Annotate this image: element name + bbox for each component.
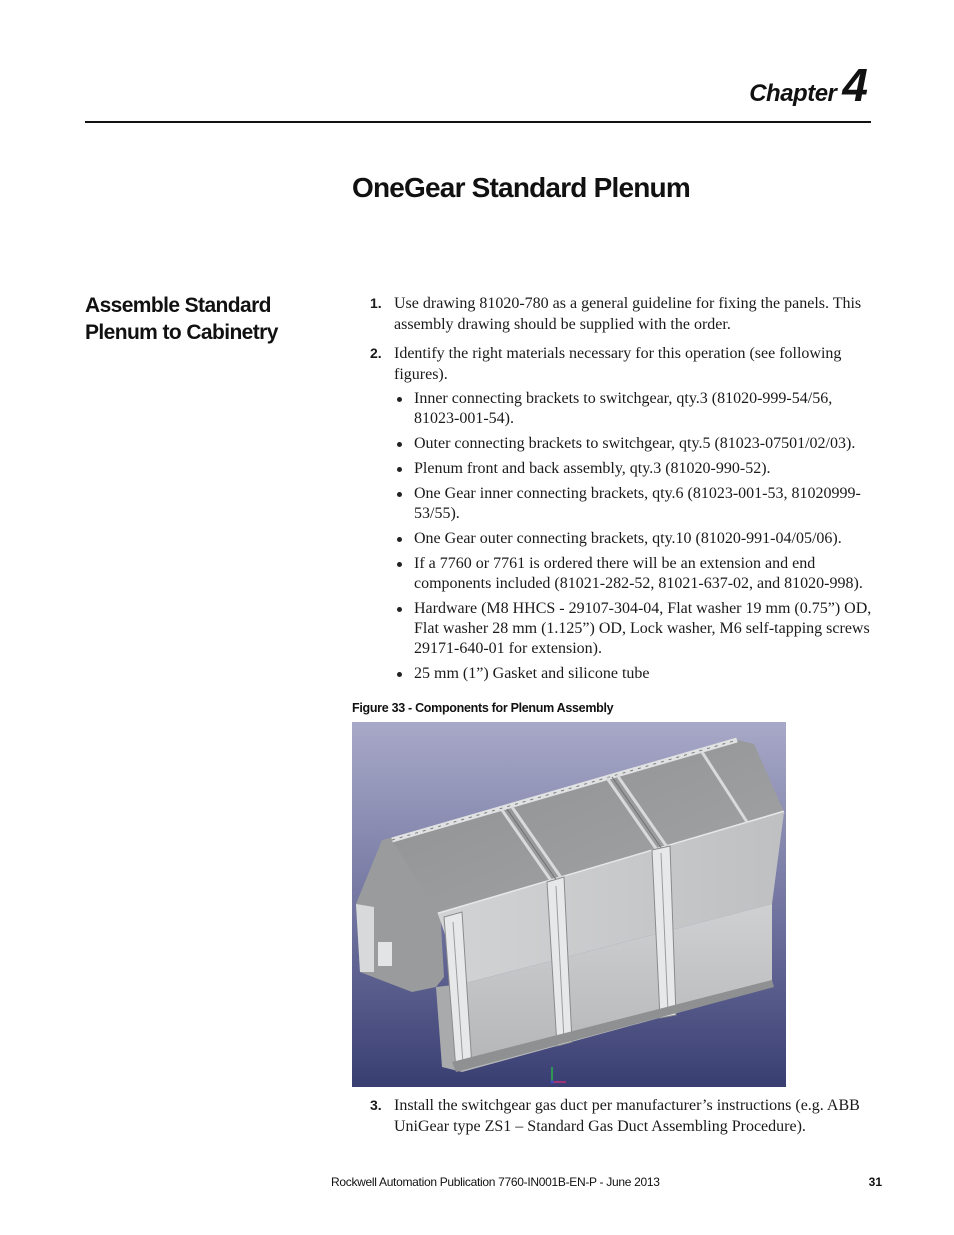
footer-publication: Rockwell Automation Publication 7760-IN001B-EN-P - June 2013 <box>331 1175 660 1189</box>
list-item: Hardware (M8 HHCS - 29107-304-04, Flat washer 19 mm (0.75”) OD, Flat washer 28 mm (1.125”) OD, Lock washer, M6 self-tapping screws 29171-640-01 for extension). <box>394 599 874 659</box>
plenum-assembly-image <box>352 722 786 1087</box>
step-1 <box>352 293 872 335</box>
list-item: Plenum front and back assembly, qty.3 (81020-990-52). <box>394 459 874 479</box>
step-number: 2. <box>370 345 382 361</box>
list-item: One Gear outer connecting brackets, qty.10 (81020-991-04/05/06). <box>394 529 874 549</box>
section-heading: Assemble Standard Plenum to Cabinetry <box>85 294 278 344</box>
chapter-label <box>749 59 868 111</box>
list-item: One Gear inner connecting brackets, qty.6 (81023-001-53, 81020999-53/55). <box>394 484 874 524</box>
list-item: Inner connecting brackets to switchgear, qty.3 (81020-999-54/56, 81023-001-54). <box>394 389 874 429</box>
step-3 <box>352 1095 872 1137</box>
list-item: If a 7760 or 7761 is ordered there will be an extension and end components included (81021-282-52, 81021-637-02, and 81020-998). <box>394 554 874 594</box>
step-2 <box>352 343 872 385</box>
chapter-rule <box>85 121 871 123</box>
step-text: Identify the right materials necessary for this operation (see following figures). <box>394 345 842 383</box>
step-text: Install the switchgear gas duct per manufacturer’s instructions (e.g. ABB UniGear type ZS1 – Standard Gas Duct Assembling Procedure). <box>394 1097 860 1135</box>
page-title: OneGear Standard Plenum <box>352 172 690 203</box>
materials-list <box>394 389 874 689</box>
step-number: 1. <box>370 295 382 311</box>
list-item: Outer connecting brackets to switchgear, qty.5 (81023-07501/02/03). <box>394 434 874 454</box>
chapter-word: Chapter <box>749 80 837 107</box>
page-number: 31 <box>868 1175 882 1189</box>
list-item: 25 mm (1”) Gasket and silicone tube <box>394 664 874 684</box>
figure-caption: Figure 33 - Components for Plenum Assembly <box>352 701 614 715</box>
chapter-number: 4 <box>842 59 868 111</box>
step-number: 3. <box>370 1097 382 1113</box>
step-text: Use drawing 81020-780 as a general guideline for fixing the panels. This assembly drawing should be supplied with the order. <box>394 295 862 333</box>
